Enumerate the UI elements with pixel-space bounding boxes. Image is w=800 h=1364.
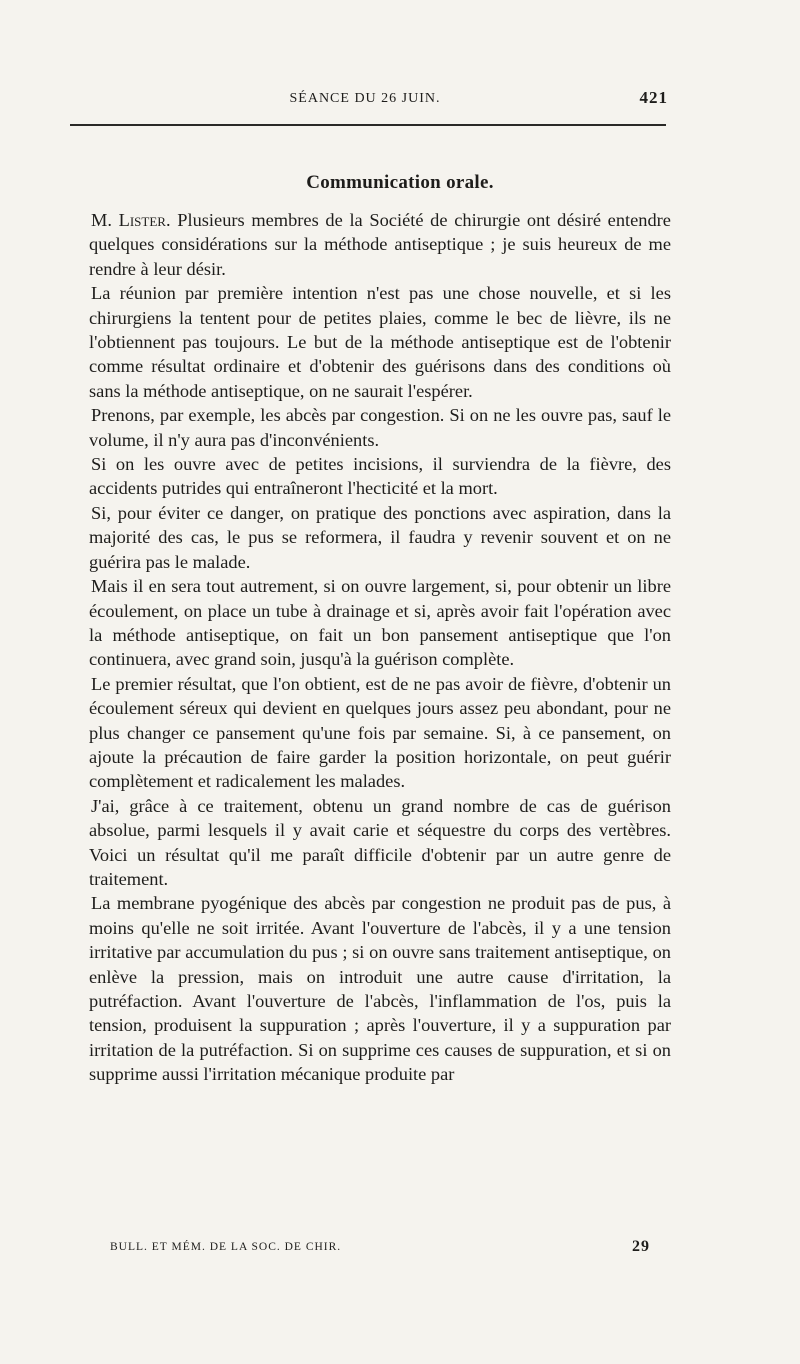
paragraph: Mais il en sera tout autrement, si on ouvre largement, si, pour obtenir un libre écoulement, on place un tube à drainage et si, après avoir fait l'opération avec la méthode antiseptique, on fait un bon pansement antiseptique que l'on continuera, avec grand soin, jusqu'à la guérison complète. [89, 576, 671, 670]
paragraph: Prenons, par exemple, les abcès par congestion. Si on ne les ouvre pas, sauf le volume, il n'y aura pas d'inconvénients. [89, 405, 671, 450]
paragraph: La membrane pyogénique des abcès par congestion ne produit pas de pus, à moins qu'elle ne soit irritée. Avant l'ouverture de l'abcès, il y a une tension irritative par accumulation du pus ; si on ouvre sans traitement antiseptique, on enlève la pression, mais on introduit une autre cause d'irritation, la putréfaction. Avant l'ouverture de l'abcès, l'inflammation de l'os, puis la tension, produisent la suppuration ; après l'ouverture, il y a suppuration par irritation de la putréfaction. Si on supprime ces causes de suppuration, et si on supprime aussi l'irritation mécanique produite par [89, 893, 671, 1085]
body-text [89, 208, 671, 1087]
paragraph: Si, pour éviter ce danger, on pratique des ponctions avec aspiration, dans la majorité des cas, le pus se reformera, il faudra y revenir souvent et on ne guérira pas le malade. [89, 502, 671, 572]
paragraph-text: Plusieurs membres de la Société de chirurgie ont désiré entendre quelques considérations sur la méthode antiseptique ; je suis heureux de me rendre à leur désir. [89, 210, 671, 279]
header-rule [70, 124, 666, 126]
footer-journal: BULL. ET MÉM. DE LA SOC. DE CHIR. [110, 1241, 342, 1253]
paragraph: Si on les ouvre avec de petites incisions, il surviendra de la fièvre, des accidents putrides qui entraîneront l'hecticité et la mort. [89, 454, 671, 499]
signature-mark: 29 [632, 1238, 650, 1255]
page-footer [110, 1238, 650, 1262]
running-title: SÉANCE DU 26 JUIN. [289, 91, 441, 106]
paragraph: J'ai, grâce à ce traitement, obtenu un grand nombre de cas de guérison absolue, parmi lesquels il y avait carie et séquestre du corps des vertèbres. Voici un résultat qu'il me paraît difficile d'obtenir par un autre genre de traitement. [89, 795, 671, 889]
speaker-name: M. Lister. [91, 210, 171, 230]
page-number: 421 [639, 88, 668, 107]
paragraph: Le premier résultat, que l'on obtient, est de ne pas avoir de fièvre, d'obtenir un écoulement séreux qui devient en quelques jours assez peu abondant, pour ne plus changer ce pansement qu'une fois par semaine. Si, à ce pansement, on ajoute la précaution de faire garder la position horizontale, on peut guérir complètement et radicalement les malades. [89, 673, 671, 792]
running-header [60, 88, 670, 114]
section-title: Communication orale. [306, 172, 494, 193]
paragraph [89, 208, 671, 281]
paragraph: La réunion par première intention n'est pas une chose nouvelle, et si les chirurgiens la tentent pour de petites plaies, comme le bec de lièvre, ils ne l'obtiennent pas toujours. Le but de la méthode antiseptique est de l'obtenir comme résultat ordinaire et d'obtenir des guérisons dans des conditions où sans la méthode antiseptique, on ne saurait l'espérer. [89, 283, 671, 401]
